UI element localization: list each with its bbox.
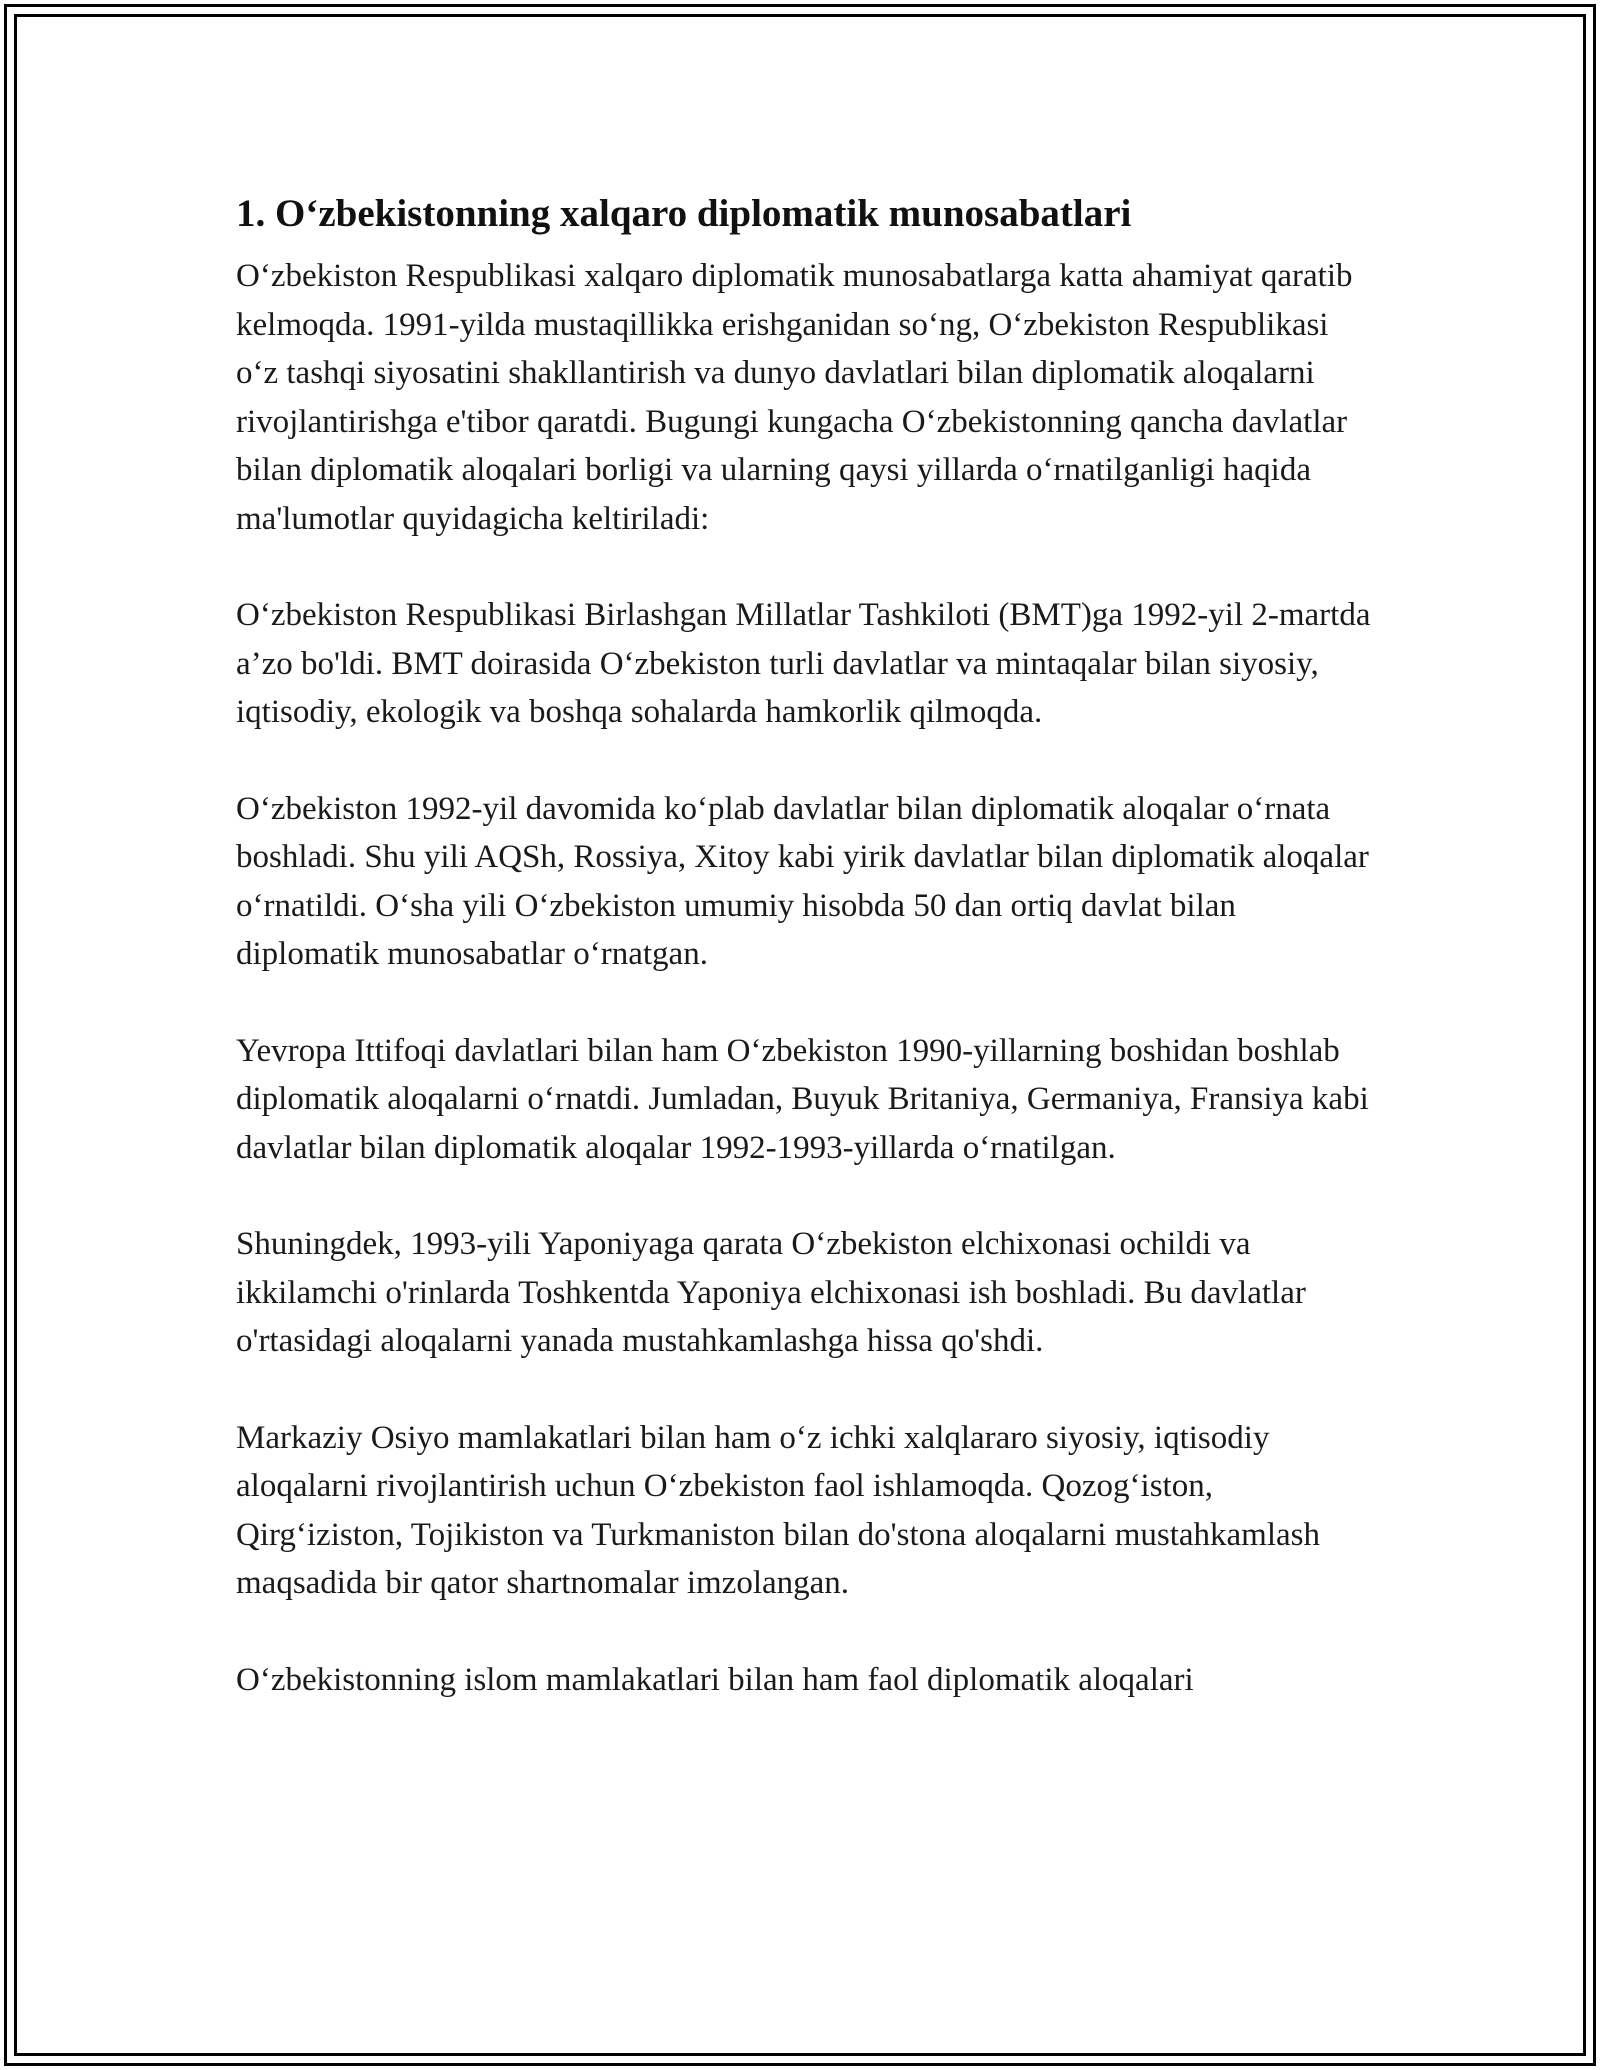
section-heading: 1. O‘zbekistonning xalqaro diplomatik munosabatlari — [236, 192, 1132, 235]
paragraph-islamic-countries: O‘zbekistonning islom mamlakatlari bilan ham faol diplomatik aloqalari — [236, 1661, 1194, 1698]
paragraph-central-asia: Markaziy Osiyo mamlakatlari bilan ham o‘z ichki xalqlararo siyosiy, iqtisodiy aloqalarni rivojlantirish uchun O‘zbekiston faol ishlamoqda. Qozog‘iston, Qirg‘iziston, Tojikiston va Turkmaniston bilan do'stona aloqalarni mustahkamlash maqsadida bir qator shartnomalar imzolangan. — [236, 1419, 1321, 1601]
paragraph-1992-relations: O‘zbekiston 1992-yil davomida ko‘plab davlatlar bilan diplomatik aloqalar o‘rnata boshladi. Shu yili AQSh, Rossiya, Xitoy kabi yirik davlatlar bilan diplomatik aloqalar o‘rnatildi. O‘sha yili O‘zbekiston umumiy hisobda 50 dan ortiq davlat bilan diplomatik munosabatlar o‘rnatgan. — [236, 790, 1369, 972]
paragraph-un-membership: O‘zbekiston Respublikasi Birlashgan Millatlar Tashkiloti (BMT)ga 1992-yil 2-martda a’zo bo'ldi. BMT doirasida O‘zbekiston turli davlatlar va mintaqalar bilan siyosiy, iqtisodiy, ekologik va boshqa sohalarda hamkorlik qilmoqda. — [236, 597, 1371, 730]
paragraph-intro: O‘zbekiston Respublikasi xalqaro diplomatik munosabatlarga katta ahamiyat qaratib kelmoqda. 1991-yilda mustaqillikka erishganidan so‘ng, O‘zbekiston Respublikasi o‘z tashqi siyosatini shakllantirish va dunyo davlatlari bilan diplomatik aloqalarni rivojlantirishga e'tibor qaratdi. Bugungi kungacha O‘zbekistonning qancha davlatlar bilan diplomatik aloqalari borligi va ularning qaysi yillarda o‘rnatilganligi haqida ma'lumotlar quyidagicha keltiriladi: — [236, 258, 1353, 537]
document-body — [236, 188, 1376, 1752]
paragraph-japan: Shuningdek, 1993-yili Yaponiyaga qarata O‘zbekiston elchixonasi ochildi va ikkilamchi o'rinlarda Toshkentda Yaponiya elchixonasi ish boshladi. Bu davlatlar o'rtasidagi aloqalarni yanada mustahkamlashga hissa qo'shdi. — [236, 1226, 1306, 1359]
paragraph-european-union: Yevropa Ittifoqi davlatlari bilan ham O‘zbekiston 1990-yillarning boshidan boshlab diplomatik aloqalarni o‘rnatdi. Jumladan, Buyuk Britaniya, Germaniya, Fransiya kabi davlatlar bilan diplomatik aloqalar 1992-1993-yillarda o‘rnatilgan. — [236, 1032, 1369, 1166]
